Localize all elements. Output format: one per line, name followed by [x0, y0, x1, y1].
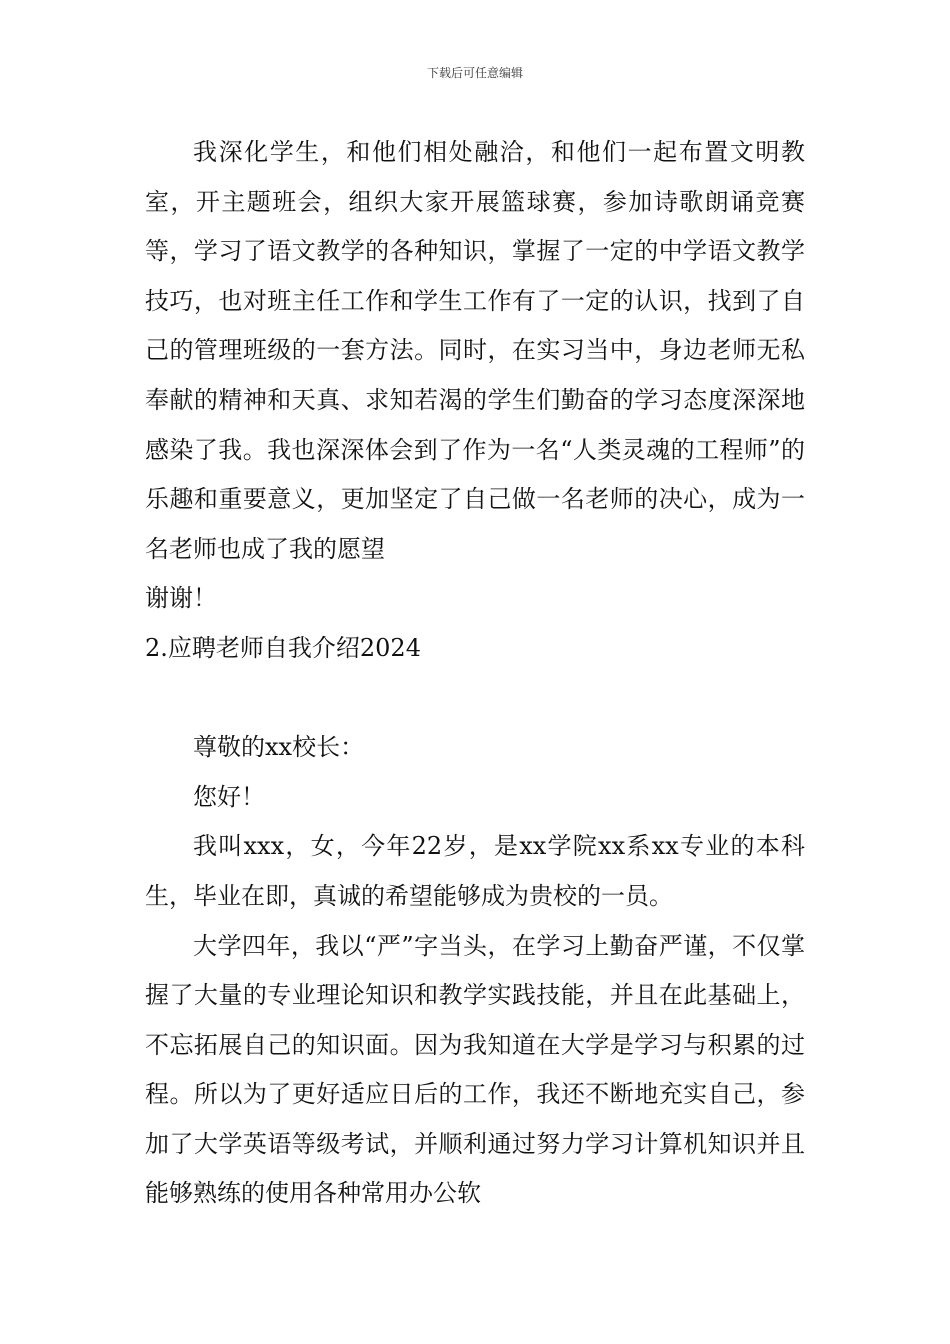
- paragraph-university: 大学四年，我以“严”字当头，在学习上勤奋严谨，不仅掌握了大量的专业理论知识和教学实践技能，并且在此基础上，不忘拓展自己的知识面。因为我知道在大学是学习与积累的过程。所以为了更好适应日后的工作，我还不断地充实自己，参加了大学英语等级考试，并顺利通过努力学习计算机知识并且能够熟练的使用各种常用办公软: [145, 931, 805, 1208]
- greeting: 您好！: [193, 782, 265, 811]
- page-header: 下载后可任意编辑: [426, 66, 523, 80]
- section-heading: 2.应聘老师自我介绍2024: [145, 633, 421, 662]
- salutation: 尊敬的xx校长：: [193, 733, 365, 762]
- paragraph-self-intro: 我叫xxx，女，今年22岁，是xx学院xx系xx专业的本科生，毕业在即，真诚的希望能够成为贵校的一员。: [145, 832, 805, 910]
- document-body: [145, 128, 805, 1219]
- paragraph-internship: 我深化学生，和他们相处融洽，和他们一起布置文明教室，开主题班会，组织大家开展篮球赛，参加诗歌朗诵竞赛等，学习了语文教学的各种知识，掌握了一定的中学语文教学技巧，也对班主任工作和学生工作有了一定的认识，找到了自己的管理班级的一套方法。同时，在实习当中，身边老师无私奉献的精神和天真、求知若渴的学生们勤奋的学习态度深深地感染了我。我也深深体会到了作为一名“人类灵魂的工程师”的乐趣和重要意义，更加坚定了自己做一名老师的决心，成为一名老师也成了我的愿望: [145, 138, 805, 563]
- paragraph-thanks: 谢谢！: [145, 584, 217, 613]
- blank-line: [145, 674, 805, 724]
